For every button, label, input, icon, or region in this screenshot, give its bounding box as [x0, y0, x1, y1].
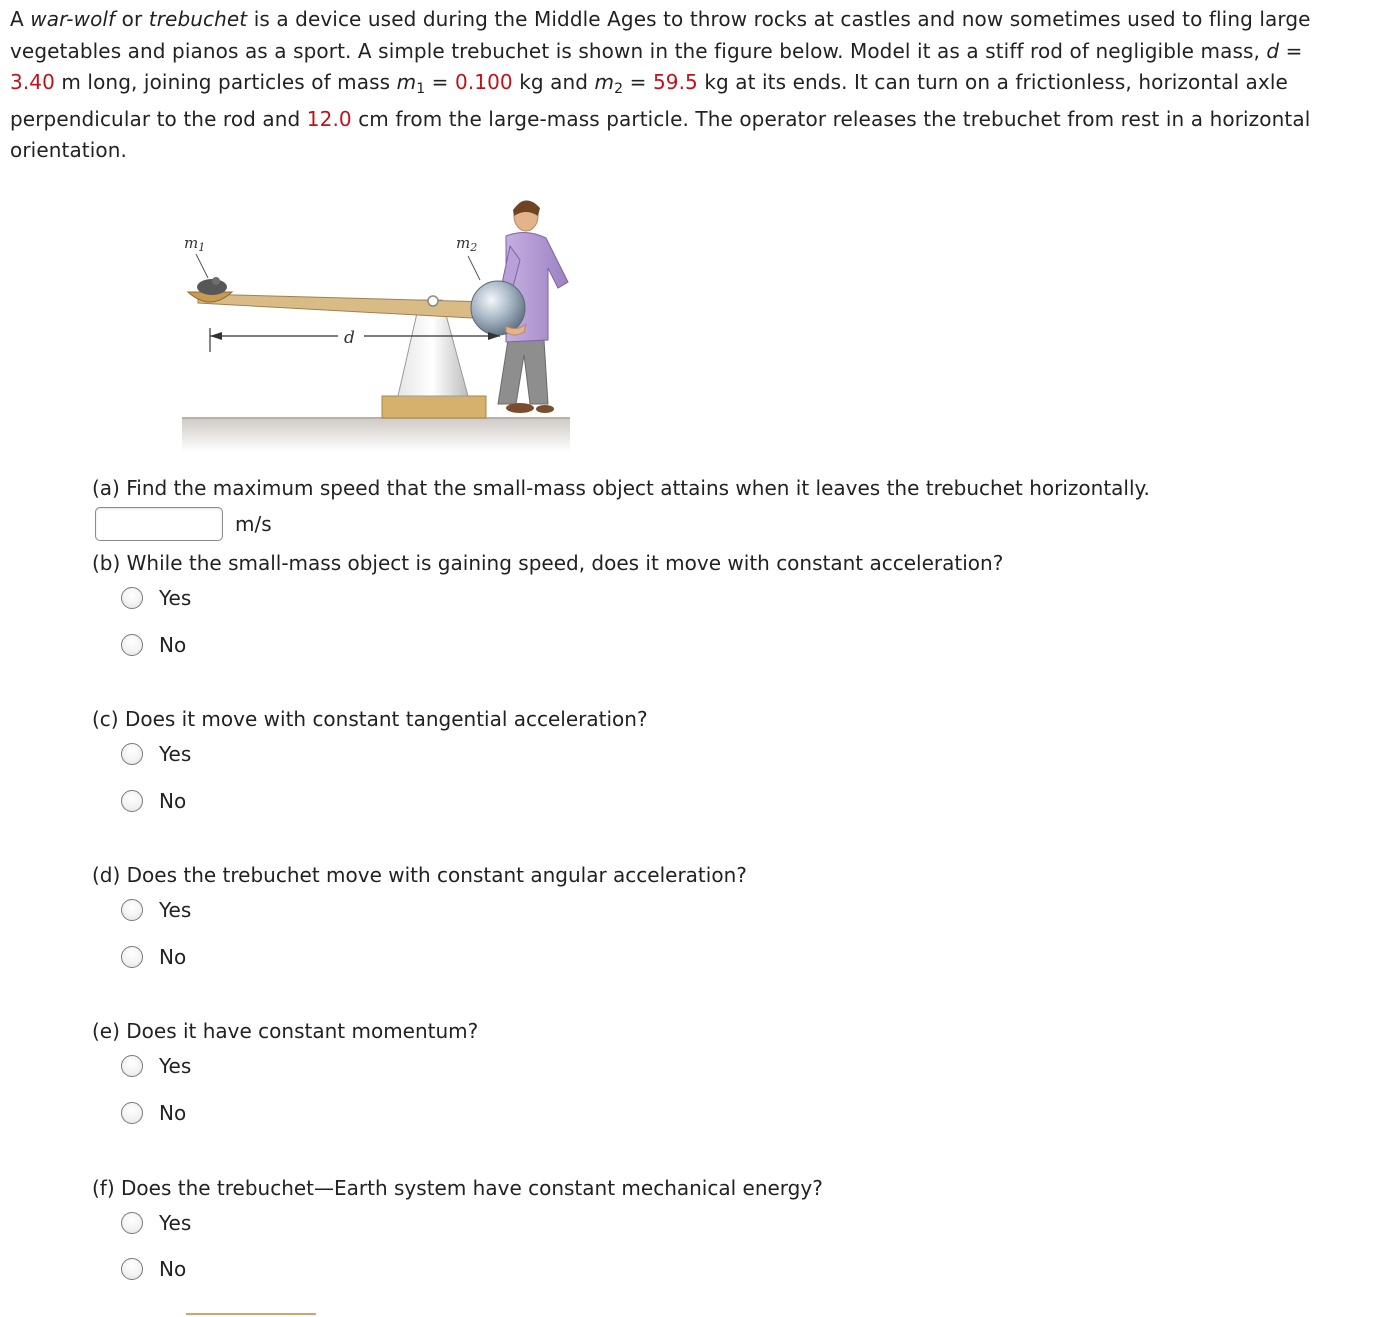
dimension-arrow-left [210, 332, 222, 340]
intro-term-war-wolf: war-wolf [30, 7, 116, 31]
option-label: No [159, 945, 187, 969]
question-a-text: (a) Find the maximum speed that the small-mass object attains when it leaves the trebuchet horizontally. [92, 476, 1150, 500]
intro-term-trebuchet: trebuchet [148, 7, 248, 31]
question-e-option-no[interactable] [121, 1101, 186, 1125]
intro-text: perpendicular to the rod and [10, 106, 307, 131]
radio-button[interactable] [121, 1055, 143, 1077]
intro-line-4 [10, 104, 1360, 136]
intro-text: A [10, 7, 31, 31]
intro-text: vegetables and pianos as a sport. A simple trebuchet is shown in the figure below. Model it as a stiff rod of negligible mass, [10, 38, 1267, 63]
intro-text: kg and [512, 70, 595, 94]
bottom-divider [186, 1313, 316, 1315]
question-c-option-yes[interactable] [121, 742, 191, 766]
question-f-text: (f) Does the trebuchet—Earth system have constant mechanical energy? [92, 1176, 823, 1200]
intro-line-1 [10, 4, 1360, 36]
question-b-option-no[interactable] [121, 633, 186, 657]
speed-unit-label: m/s [235, 512, 272, 536]
label-m2: $m_2$ [456, 234, 478, 254]
variable-m1: m [396, 70, 417, 94]
option-label: No [159, 1101, 187, 1125]
intro-text: or [115, 7, 149, 31]
value-d: 3.40 [10, 70, 55, 94]
trebuchet-figure [180, 190, 580, 455]
question-c-option-no[interactable] [121, 789, 186, 813]
question-a-answer [95, 505, 272, 543]
radio-button[interactable] [121, 946, 143, 968]
option-label: Yes [159, 1054, 192, 1078]
radio-button[interactable] [121, 634, 143, 656]
option-label: No [159, 633, 187, 657]
question-b-text: (b) While the small-mass object is gaining speed, does it move with constant acceleration? [92, 551, 1004, 575]
label-d: d [344, 328, 355, 348]
variable-d: d [1266, 38, 1280, 63]
radio-button[interactable] [121, 587, 143, 609]
intro-line-2 [10, 36, 1360, 68]
question-f-option-yes[interactable] [121, 1211, 191, 1235]
subscript-1: 1 [416, 81, 426, 97]
intro-line-3 [10, 67, 1360, 99]
intro-text: m long, joining particles of mass [54, 70, 397, 94]
question-b-option-yes[interactable] [121, 586, 191, 610]
value-axle-distance: 12.0 [306, 106, 352, 131]
leader-m2 [468, 256, 480, 280]
large-mass-ball [471, 281, 525, 335]
radio-button[interactable] [121, 1102, 143, 1124]
option-label: Yes [159, 742, 192, 766]
base-block [382, 396, 486, 418]
question-d-option-yes[interactable] [121, 898, 191, 922]
rock [212, 277, 220, 285]
option-label: Yes [159, 586, 192, 610]
axle [428, 296, 438, 306]
intro-text: cm from the large-mass particle. The operator releases the trebuchet from rest in a horizontal [351, 106, 1311, 131]
radio-button[interactable] [121, 1258, 143, 1280]
question-e-option-yes[interactable] [121, 1054, 191, 1078]
radio-button[interactable] [121, 790, 143, 812]
trebuchet-rod [198, 294, 490, 319]
question-d-text: (d) Does the trebuchet move with constant angular acceleration? [92, 863, 747, 887]
question-c-text: (c) Does it move with constant tangential acceleration? [92, 707, 648, 731]
intro-line-5: orientation. [10, 138, 127, 162]
intro-text: = [1279, 38, 1303, 63]
option-label: Yes [159, 898, 192, 922]
ground [182, 418, 570, 452]
problem-statement [10, 4, 1360, 167]
value-m2: 59.5 [652, 70, 698, 94]
subscript-2: 2 [614, 81, 624, 97]
question-e-text: (e) Does it have constant momentum? [92, 1019, 479, 1043]
radio-button[interactable] [121, 1212, 143, 1234]
radio-button[interactable] [121, 899, 143, 921]
leader-m1 [196, 254, 208, 278]
variable-m2: m [594, 70, 615, 94]
question-d-option-no[interactable] [121, 945, 186, 969]
intro-text: = [425, 70, 455, 94]
rock-pile [197, 279, 227, 295]
question-f-option-no[interactable] [121, 1257, 186, 1281]
intro-text: is a device used during the Middle Ages to throw rocks at castles and now sometimes used to fling large [247, 7, 1311, 31]
option-label: No [159, 1257, 187, 1281]
intro-text: kg at its ends. It can turn on a frictionless, horizontal axle [697, 70, 1288, 94]
value-m1: 0.100 [455, 70, 513, 94]
option-label: Yes [159, 1211, 192, 1235]
speed-answer-input[interactable] [95, 507, 223, 541]
option-label: No [159, 789, 187, 813]
label-m1: $m_1$ [184, 234, 206, 254]
intro-text: = [623, 70, 653, 94]
radio-button[interactable] [121, 743, 143, 765]
